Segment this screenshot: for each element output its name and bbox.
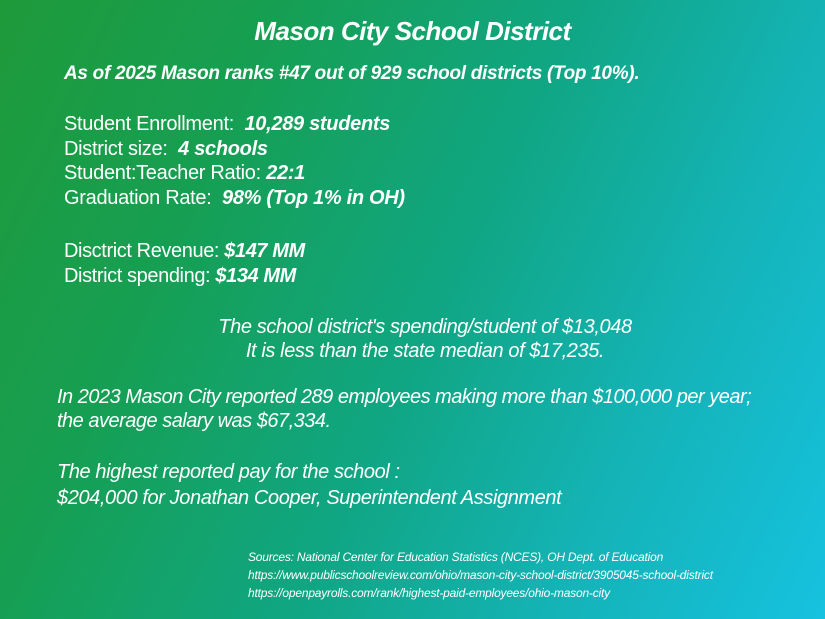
stat-value: 4 schools bbox=[178, 137, 268, 160]
district-finance bbox=[64, 239, 305, 289]
stat-ratio bbox=[64, 161, 405, 186]
stat-label: Graduation Rate: bbox=[64, 186, 212, 209]
stat-value: 10,289 students bbox=[244, 113, 391, 135]
employees-note-line: In 2023 Mason City reported 289 employees making more than $100,000 per year; bbox=[57, 386, 752, 408]
spending-per-student-note bbox=[0, 315, 825, 363]
source-line: https://openpayrolls.com/rank/highest-paid-employees/ohio-mason-city bbox=[248, 586, 610, 600]
highest-pay-line: $204,000 for Jonathan Cooper, Superintendent Assignment bbox=[57, 487, 562, 509]
sources-list bbox=[248, 548, 713, 602]
finance-spending bbox=[64, 264, 305, 289]
stat-graduation bbox=[64, 186, 405, 211]
stat-district-size bbox=[64, 137, 405, 162]
finance-label: District spending: bbox=[64, 265, 211, 287]
district-stats bbox=[64, 112, 405, 210]
stat-value: 98% (Top 1% in OH) bbox=[222, 186, 405, 209]
ranking-statement: As of 2025 Mason ranks #47 out of 929 school districts (Top 10%). bbox=[64, 63, 640, 84]
stat-enrollment bbox=[64, 112, 405, 137]
stat-label: Student:Teacher Ratio: bbox=[64, 162, 261, 184]
source-line: https://www.publicschoolreview.com/ohio/mason-city-school-district/3905045-school-district bbox=[248, 568, 713, 582]
spending-note-line: The school district's spending/student of $13,048 bbox=[218, 316, 632, 338]
finance-value: $134 MM bbox=[215, 265, 296, 287]
highest-pay-note bbox=[57, 459, 561, 511]
highest-pay-line: The highest reported pay for the school : bbox=[57, 461, 400, 483]
employees-note bbox=[57, 385, 751, 433]
spending-note-line: It is less than the state median of $17,235. bbox=[245, 340, 605, 362]
finance-label: Disctrict Revenue: bbox=[64, 240, 220, 262]
employees-note-line: the average salary was $67,334. bbox=[57, 410, 331, 432]
finance-revenue bbox=[64, 239, 305, 264]
source-line: Sources: National Center for Education Statistics (NCES), OH Dept. of Education bbox=[248, 550, 664, 564]
stat-label: Student Enrollment: bbox=[64, 113, 234, 135]
stat-value: 22:1 bbox=[266, 162, 305, 184]
stat-label: District size: bbox=[64, 137, 168, 160]
finance-value: $147 MM bbox=[224, 240, 305, 262]
page-title: Mason City School District bbox=[254, 16, 571, 46]
